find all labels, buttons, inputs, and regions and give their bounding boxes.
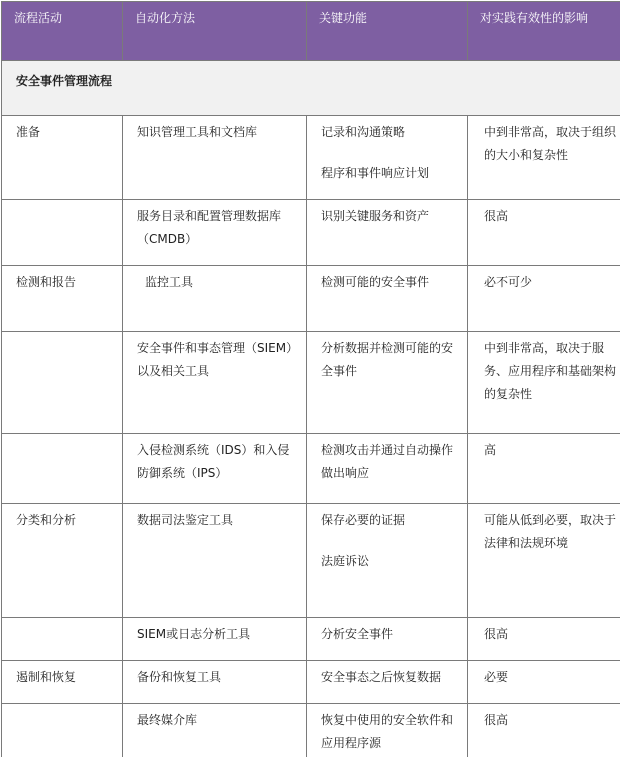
table-row [2, 704, 621, 757]
cell-function: 恢复中使用的安全软件和应用程序源 [307, 704, 468, 757]
table-row [2, 200, 621, 266]
cell-function: 识别关键服务和资产 [307, 200, 468, 266]
header-activity: 流程活动 [2, 2, 123, 61]
table-row [2, 661, 621, 704]
cell-function: 安全事态之后恢复数据 [307, 661, 468, 704]
header-impact: 对实践有效性的影响 [468, 2, 621, 61]
header-method: 自动化方法 [123, 2, 307, 61]
table-row [2, 266, 621, 332]
cell-method: 监控工具 [123, 266, 307, 332]
function-line-1: 记录和沟通策略 [321, 125, 406, 139]
table-row [2, 618, 621, 661]
cell-activity [2, 200, 123, 266]
cell-activity [2, 704, 123, 757]
cell-function: 分析数据并检测可能的安全事件 [307, 332, 468, 434]
table-row [2, 504, 621, 618]
cell-activity: 准备 [2, 116, 123, 200]
cell-method: 知识管理工具和文档库 [123, 116, 307, 200]
cell-activity [2, 618, 123, 661]
automation-table [1, 1, 620, 757]
cell-method: SIEM或日志分析工具 [123, 618, 307, 661]
cell-method: 数据司法鉴定工具 [123, 504, 307, 618]
header-row [2, 2, 621, 61]
cell-activity [2, 434, 123, 504]
cell-method: 备份和恢复工具 [123, 661, 307, 704]
cell-activity [2, 332, 123, 434]
table-container [1, 1, 620, 757]
function-line-1: 保存必要的证据 [321, 513, 406, 527]
cell-function [307, 116, 468, 200]
cell-function: 检测可能的安全事件 [307, 266, 468, 332]
table-row [2, 116, 621, 200]
function-line-2: 法庭诉讼 [321, 554, 370, 568]
function-line-2: 程序和事件响应计划 [321, 166, 430, 180]
cell-function: 分析安全事件 [307, 618, 468, 661]
cell-method: 安全事件和事态管理（SIEM）以及相关工具 [123, 332, 307, 434]
cell-impact: 必不可少 [468, 266, 621, 332]
cell-function: 检测攻击并通过自动操作做出响应 [307, 434, 468, 504]
cell-impact: 可能从低到必要，取决于法律和法规环境 [468, 504, 621, 618]
cell-impact: 很高 [468, 200, 621, 266]
cell-method: 入侵检测系统（IDS）和入侵防御系统（IPS） [123, 434, 307, 504]
cell-function [307, 504, 468, 618]
table-row [2, 434, 621, 504]
cell-impact: 很高 [468, 618, 621, 661]
cell-impact: 高 [468, 434, 621, 504]
cell-method: 最终媒介库 [123, 704, 307, 757]
cell-activity: 检测和报告 [2, 266, 123, 332]
cell-impact: 中到非常高，取决于组织的大小和复杂性 [468, 116, 621, 200]
table-row [2, 332, 621, 434]
cell-activity: 分类和分析 [2, 504, 123, 618]
cell-impact: 必要 [468, 661, 621, 704]
section-title: 安全事件管理流程 [2, 61, 621, 116]
section-row [2, 61, 621, 116]
cell-method: 服务目录和配置管理数据库（CMDB） [123, 200, 307, 266]
cell-impact: 很高 [468, 704, 621, 757]
header-function: 关键功能 [307, 2, 468, 61]
cell-impact: 中到非常高，取决于服务、应用程序和基础架构的复杂性 [468, 332, 621, 434]
cell-activity: 遏制和恢复 [2, 661, 123, 704]
